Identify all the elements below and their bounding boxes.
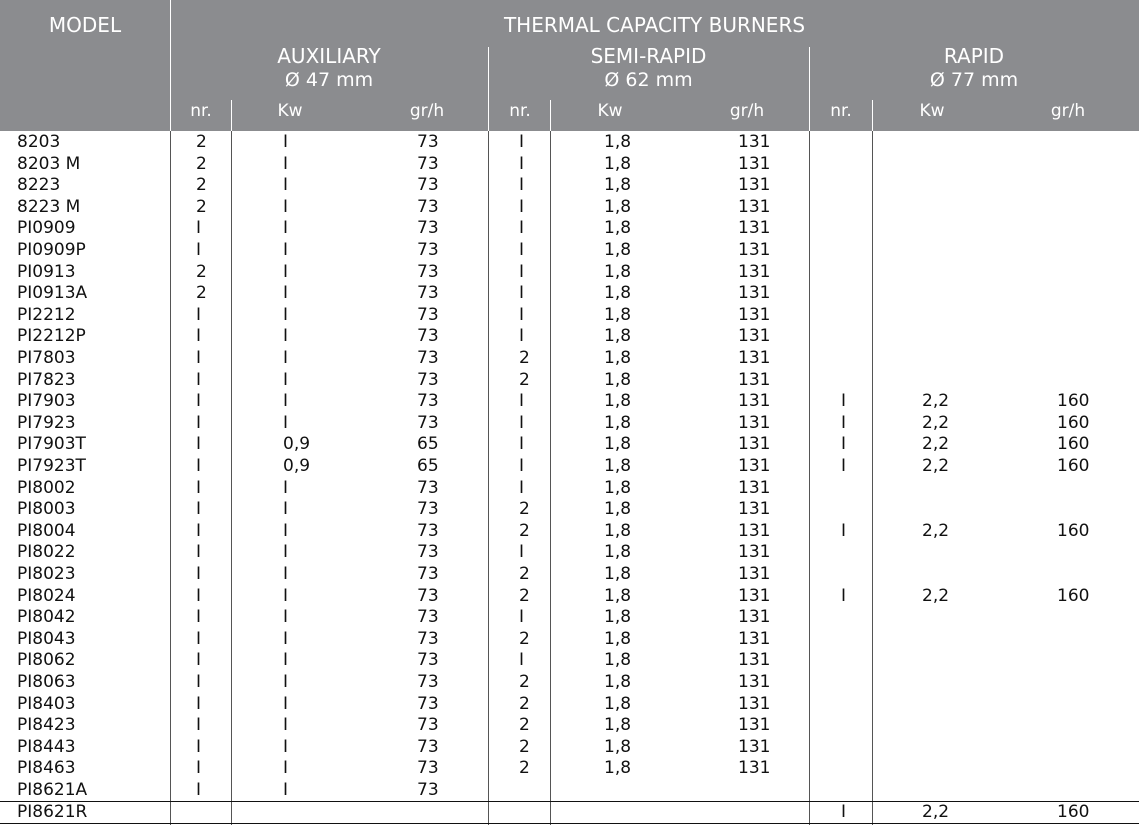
cell-rapid-kw: 2,2 <box>922 801 950 822</box>
cell-semi-kw: 1,8 <box>604 477 632 498</box>
cell-aux-nr: I <box>196 348 202 368</box>
cell-semi-nr: 2 <box>519 628 530 649</box>
table-row <box>0 325 1139 347</box>
cell-semi-kw: 1,8 <box>604 283 632 304</box>
cell-semi-kw: 1,8 <box>604 564 632 584</box>
col-aux-kw: Kw <box>277 101 303 121</box>
cell-model: PI7803 <box>17 348 76 368</box>
cell-rapid-kw: 2,2 <box>922 585 950 606</box>
cell-aux-grh: 73 <box>417 348 439 368</box>
cell-semi-kw: 1,8 <box>604 456 632 476</box>
cell-model: PI8463 <box>17 758 76 779</box>
cell-aux-nr: I <box>196 736 202 757</box>
cell-aux-nr: I <box>196 412 202 433</box>
cell-aux-grh: 73 <box>417 715 439 736</box>
cell-semi-kw: 1,8 <box>604 607 632 628</box>
cell-semi-grh: 131 <box>738 736 771 757</box>
cell-aux-nr: 2 <box>196 283 207 304</box>
cell-aux-grh: 73 <box>417 693 439 714</box>
cell-semi-grh: 131 <box>738 348 771 368</box>
cell-semi-nr: I <box>519 283 525 304</box>
cell-semi-grh: 131 <box>738 650 771 671</box>
cell-rapid-nr: I <box>841 412 847 433</box>
cell-aux-kw: I <box>283 196 289 217</box>
cell-model: PI8023 <box>17 564 76 584</box>
cell-aux-grh: 73 <box>417 132 439 152</box>
group-auxiliary-size: Ø 47 mm <box>284 69 374 91</box>
cell-semi-grh: 131 <box>738 283 771 304</box>
col-rapid-grh: gr/h <box>1050 101 1086 121</box>
cell-aux-kw: 0,9 <box>283 456 311 476</box>
table-header <box>0 0 1139 131</box>
cell-semi-kw: 1,8 <box>604 218 632 239</box>
cell-semi-grh: 131 <box>738 564 771 584</box>
cell-rapid-grh: 160 <box>1057 434 1090 455</box>
cell-semi-grh: 131 <box>738 132 771 152</box>
cell-aux-kw: I <box>283 218 289 239</box>
cell-model: PI7923 <box>17 412 76 433</box>
cell-model: PI8002 <box>17 477 76 498</box>
cell-aux-nr: I <box>196 477 202 498</box>
cell-model: PI8443 <box>17 736 76 757</box>
table-row <box>0 714 1139 736</box>
cell-semi-grh: 131 <box>738 434 771 455</box>
cell-semi-kw: 1,8 <box>604 585 632 606</box>
cell-semi-grh: 131 <box>738 585 771 606</box>
cell-model: PI2212P <box>17 326 86 347</box>
cell-aux-grh: 73 <box>417 564 439 584</box>
cell-model: PI7903 <box>17 391 76 412</box>
cell-aux-nr: 2 <box>196 132 207 152</box>
table-row <box>0 736 1139 758</box>
cell-semi-kw: 1,8 <box>604 369 632 390</box>
table-row <box>0 261 1139 283</box>
cell-aux-nr: I <box>196 499 202 520</box>
cell-model: PI8621A <box>17 780 88 800</box>
cell-model: 8223 <box>17 175 61 196</box>
cell-semi-grh: 131 <box>738 412 771 433</box>
cell-semi-kw: 1,8 <box>604 499 632 520</box>
cell-aux-kw: I <box>283 240 289 260</box>
cell-rapid-nr: I <box>841 520 847 541</box>
cell-aux-kw: I <box>283 520 289 541</box>
cell-semi-grh: 131 <box>738 240 771 260</box>
cell-aux-grh: 73 <box>417 412 439 433</box>
cell-aux-nr: I <box>196 780 202 800</box>
cell-model: 8203 <box>17 132 61 152</box>
cell-semi-grh: 131 <box>738 520 771 541</box>
cell-aux-nr: I <box>196 650 202 671</box>
cell-semi-kw: 1,8 <box>604 693 632 714</box>
table-row <box>0 628 1139 650</box>
cell-aux-kw: I <box>283 758 289 779</box>
cell-aux-grh: 73 <box>417 196 439 217</box>
cell-aux-nr: I <box>196 369 202 390</box>
cell-semi-kw: 1,8 <box>604 736 632 757</box>
group-rapid-name: RAPID <box>943 44 1005 68</box>
cell-aux-grh: 73 <box>417 175 439 196</box>
table-row <box>0 757 1139 779</box>
cell-aux-kw: I <box>283 477 289 498</box>
cell-aux-nr: I <box>196 628 202 649</box>
cell-semi-kw: 1,8 <box>604 758 632 779</box>
cell-semi-grh: 131 <box>738 456 771 476</box>
cell-aux-grh: 73 <box>417 628 439 649</box>
cell-semi-grh: 131 <box>738 607 771 628</box>
cell-semi-kw: 1,8 <box>604 672 632 692</box>
cell-aux-kw: I <box>283 283 289 304</box>
table-row <box>0 671 1139 693</box>
cell-semi-kw: 1,8 <box>604 132 632 152</box>
cell-model: PI0909 <box>17 218 76 239</box>
cell-semi-kw: 1,8 <box>604 240 632 260</box>
cell-aux-kw: I <box>283 780 289 800</box>
cell-semi-kw: 1,8 <box>604 261 632 282</box>
cell-aux-grh: 73 <box>417 758 439 779</box>
cell-aux-nr: I <box>196 434 202 455</box>
cell-rapid-kw: 2,2 <box>922 391 950 412</box>
cell-semi-kw: 1,8 <box>604 412 632 433</box>
cell-semi-kw: 1,8 <box>604 153 632 174</box>
group-semirapid-size: Ø 62 mm <box>604 69 693 91</box>
table-title: THERMAL CAPACITY BURNERS <box>503 13 806 37</box>
cell-aux-grh: 73 <box>417 304 439 325</box>
table-row <box>0 693 1139 715</box>
table-row <box>0 498 1139 520</box>
cell-aux-kw: I <box>283 672 289 692</box>
table-row <box>0 801 1139 823</box>
cell-aux-grh: 73 <box>417 520 439 541</box>
cell-aux-kw: I <box>283 499 289 520</box>
cell-aux-kw: I <box>283 326 289 347</box>
table-row <box>0 347 1139 369</box>
col-semi-kw: Kw <box>597 101 623 121</box>
cell-model: PI7823 <box>17 369 76 390</box>
table-row <box>0 412 1139 434</box>
cell-semi-grh: 131 <box>738 542 771 563</box>
cell-semi-nr: I <box>519 153 525 174</box>
cell-aux-grh: 73 <box>417 780 439 800</box>
cell-aux-nr: I <box>196 672 202 692</box>
cell-rapid-nr: I <box>841 585 847 606</box>
table-row <box>0 649 1139 671</box>
table-row <box>0 131 1139 153</box>
cell-aux-kw: 0,9 <box>283 434 311 455</box>
cell-semi-kw: 1,8 <box>604 434 632 455</box>
cell-aux-nr: I <box>196 693 202 714</box>
cell-aux-nr: I <box>196 715 202 736</box>
cell-rapid-grh: 160 <box>1057 456 1090 476</box>
cell-aux-nr: I <box>196 456 202 476</box>
cell-semi-grh: 131 <box>738 153 771 174</box>
table-row <box>0 520 1139 542</box>
cell-aux-kw: I <box>283 304 289 325</box>
cell-aux-nr: 2 <box>196 261 207 282</box>
col-rapid-nr: nr. <box>830 101 852 121</box>
cell-semi-kw: 1,8 <box>604 391 632 412</box>
cell-semi-grh: 131 <box>738 196 771 217</box>
cell-aux-kw: I <box>283 650 289 671</box>
cell-aux-grh: 73 <box>417 369 439 390</box>
cell-semi-nr: I <box>519 477 525 498</box>
cell-semi-nr: 2 <box>519 499 530 520</box>
cell-aux-nr: 2 <box>196 153 207 174</box>
cell-semi-nr: 2 <box>519 348 530 368</box>
cell-semi-nr: I <box>519 456 525 476</box>
cell-aux-nr: I <box>196 585 202 606</box>
cell-aux-kw: I <box>283 715 289 736</box>
cell-aux-nr: I <box>196 326 202 347</box>
cell-semi-nr: I <box>519 391 525 412</box>
cell-aux-grh: 73 <box>417 672 439 692</box>
cell-semi-grh: 131 <box>738 175 771 196</box>
cell-aux-kw: I <box>283 348 289 368</box>
cell-semi-kw: 1,8 <box>604 542 632 563</box>
cell-semi-nr: 2 <box>519 715 530 736</box>
cell-aux-grh: 73 <box>417 326 439 347</box>
cell-model: PI7903T <box>17 434 86 455</box>
table-row <box>0 563 1139 585</box>
cell-model: 8203 M <box>17 153 81 174</box>
cell-rapid-kw: 2,2 <box>922 456 950 476</box>
cell-semi-grh: 131 <box>738 499 771 520</box>
table-row <box>0 606 1139 628</box>
table-row <box>0 369 1139 391</box>
cell-aux-grh: 73 <box>417 736 439 757</box>
cell-semi-kw: 1,8 <box>604 650 632 671</box>
table-row <box>0 390 1139 412</box>
cell-rapid-nr: I <box>841 434 847 455</box>
table-row <box>0 239 1139 261</box>
cell-semi-nr: I <box>519 196 525 217</box>
cell-semi-kw: 1,8 <box>604 326 632 347</box>
cell-semi-grh: 131 <box>738 758 771 779</box>
table-row <box>0 477 1139 499</box>
cell-rapid-nr: I <box>841 456 847 476</box>
cell-aux-kw: I <box>283 607 289 628</box>
cell-semi-grh: 131 <box>738 693 771 714</box>
cell-aux-grh: 73 <box>417 499 439 520</box>
cell-aux-nr: I <box>196 542 202 563</box>
table-row <box>0 455 1139 477</box>
cell-aux-grh: 65 <box>417 456 439 476</box>
cell-aux-nr: I <box>196 391 202 412</box>
cell-aux-kw: I <box>283 628 289 649</box>
cell-semi-grh: 131 <box>738 304 771 325</box>
cell-aux-grh: 73 <box>417 542 439 563</box>
cell-semi-grh: 131 <box>738 369 771 390</box>
cell-aux-kw: I <box>283 564 289 584</box>
cell-rapid-grh: 160 <box>1057 391 1090 412</box>
cell-aux-grh: 73 <box>417 477 439 498</box>
cell-model: PI0913 <box>17 261 76 282</box>
col-semi-nr: nr. <box>509 101 531 121</box>
col-rapid-kw: Kw <box>919 101 945 121</box>
table-row <box>0 541 1139 563</box>
cell-rapid-kw: 2,2 <box>922 412 950 433</box>
cell-semi-nr: I <box>519 650 525 671</box>
cell-aux-nr: I <box>196 240 202 260</box>
cell-aux-nr: I <box>196 564 202 584</box>
cell-aux-grh: 73 <box>417 240 439 260</box>
cell-semi-grh: 131 <box>738 477 771 498</box>
cell-semi-kw: 1,8 <box>604 348 632 368</box>
cell-model: PI8003 <box>17 499 76 520</box>
col-aux-grh: gr/h <box>409 101 445 121</box>
cell-semi-nr: I <box>519 434 525 455</box>
cell-aux-grh: 73 <box>417 261 439 282</box>
cell-model: PI8024 <box>17 585 76 606</box>
table-row <box>0 174 1139 196</box>
cell-semi-grh: 131 <box>738 391 771 412</box>
cell-aux-kw: I <box>283 693 289 714</box>
cell-semi-grh: 131 <box>738 715 771 736</box>
cell-semi-kw: 1,8 <box>604 175 632 196</box>
group-auxiliary-name: AUXILIARY <box>277 44 381 68</box>
cell-aux-kw: I <box>283 585 289 606</box>
cell-aux-nr: I <box>196 304 202 325</box>
cell-aux-grh: 73 <box>417 607 439 628</box>
cell-semi-nr: 2 <box>519 585 530 606</box>
cell-aux-kw: I <box>283 391 289 412</box>
cell-semi-nr: I <box>519 607 525 628</box>
cell-semi-nr: I <box>519 218 525 239</box>
cell-semi-kw: 1,8 <box>604 715 632 736</box>
cell-model: PI7923T <box>17 456 86 476</box>
cell-semi-kw: 1,8 <box>604 196 632 217</box>
cell-rapid-grh: 160 <box>1057 585 1090 606</box>
group-semirapid-name: SEMI-RAPID <box>590 44 707 68</box>
cell-model: PI8403 <box>17 693 76 714</box>
cell-rapid-kw: 2,2 <box>922 434 950 455</box>
cell-semi-kw: 1,8 <box>604 520 632 541</box>
cell-aux-kw: I <box>283 736 289 757</box>
cell-aux-kw: I <box>283 412 289 433</box>
cell-semi-nr: 2 <box>519 758 530 779</box>
cell-aux-grh: 73 <box>417 585 439 606</box>
cell-semi-nr: I <box>519 326 525 347</box>
cell-semi-grh: 131 <box>738 261 771 282</box>
cell-semi-nr: 2 <box>519 369 530 390</box>
cell-model: PI8022 <box>17 542 76 563</box>
cell-semi-grh: 131 <box>738 628 771 649</box>
group-rapid-size: Ø 77 mm <box>929 69 1019 91</box>
cell-aux-grh: 73 <box>417 153 439 174</box>
cell-semi-nr: 2 <box>519 520 530 541</box>
cell-model: PI8423 <box>17 715 76 736</box>
cell-semi-grh: 131 <box>738 218 771 239</box>
cell-semi-nr: 2 <box>519 693 530 714</box>
cell-model: PI8043 <box>17 628 76 649</box>
cell-model: PI2212 <box>17 304 76 325</box>
cell-model: PI8062 <box>17 650 76 671</box>
cell-rapid-grh: 160 <box>1057 520 1090 541</box>
cell-rapid-kw: 2,2 <box>922 520 950 541</box>
cell-rapid-grh: 160 <box>1057 801 1090 822</box>
cell-model: PI8004 <box>17 520 76 541</box>
table-row <box>0 196 1139 218</box>
table-row <box>0 153 1139 175</box>
cell-semi-nr: I <box>519 542 525 563</box>
cell-aux-grh: 73 <box>417 391 439 412</box>
cell-rapid-nr: I <box>841 801 847 822</box>
cell-aux-grh: 73 <box>417 218 439 239</box>
cell-aux-nr: I <box>196 607 202 628</box>
cell-semi-nr: 2 <box>519 736 530 757</box>
cell-semi-nr: I <box>519 240 525 260</box>
cell-aux-kw: I <box>283 369 289 390</box>
cell-rapid-grh: 160 <box>1057 412 1090 433</box>
cell-aux-grh: 73 <box>417 650 439 671</box>
cell-semi-nr: I <box>519 132 525 152</box>
cell-aux-nr: I <box>196 758 202 779</box>
cell-semi-grh: 131 <box>738 326 771 347</box>
cell-aux-nr: 2 <box>196 196 207 217</box>
cell-model: PI0909P <box>17 240 86 260</box>
cell-model: 8223 M <box>17 196 81 217</box>
cell-semi-nr: I <box>519 412 525 433</box>
model-header: MODEL <box>48 13 122 37</box>
cell-aux-nr: 2 <box>196 175 207 196</box>
cell-aux-kw: I <box>283 132 289 152</box>
cell-semi-nr: I <box>519 261 525 282</box>
table-row <box>0 217 1139 239</box>
cell-aux-kw: I <box>283 175 289 196</box>
cell-aux-nr: I <box>196 520 202 541</box>
cell-semi-kw: 1,8 <box>604 628 632 649</box>
cell-model: PI8042 <box>17 607 76 628</box>
cell-rapid-nr: I <box>841 391 847 412</box>
table-row <box>0 585 1139 607</box>
cell-semi-nr: 2 <box>519 672 530 692</box>
cell-semi-grh: 131 <box>738 672 771 692</box>
cell-semi-nr: I <box>519 304 525 325</box>
cell-aux-grh: 73 <box>417 283 439 304</box>
cell-semi-kw: 1,8 <box>604 304 632 325</box>
cell-aux-kw: I <box>283 542 289 563</box>
table-row <box>0 433 1139 455</box>
cell-aux-nr: I <box>196 218 202 239</box>
cell-semi-nr: I <box>519 175 525 196</box>
cell-model: PI0913A <box>17 283 88 304</box>
cell-model: PI8063 <box>17 672 76 692</box>
table-row <box>0 779 1139 801</box>
cell-model: PI8621R <box>17 801 88 822</box>
table-row <box>0 304 1139 326</box>
table-row <box>0 282 1139 304</box>
col-semi-grh: gr/h <box>729 101 765 121</box>
cell-semi-nr: 2 <box>519 564 530 584</box>
cell-aux-kw: I <box>283 261 289 282</box>
cell-aux-grh: 65 <box>417 434 439 455</box>
col-aux-nr: nr. <box>190 101 212 121</box>
cell-aux-kw: I <box>283 153 289 174</box>
